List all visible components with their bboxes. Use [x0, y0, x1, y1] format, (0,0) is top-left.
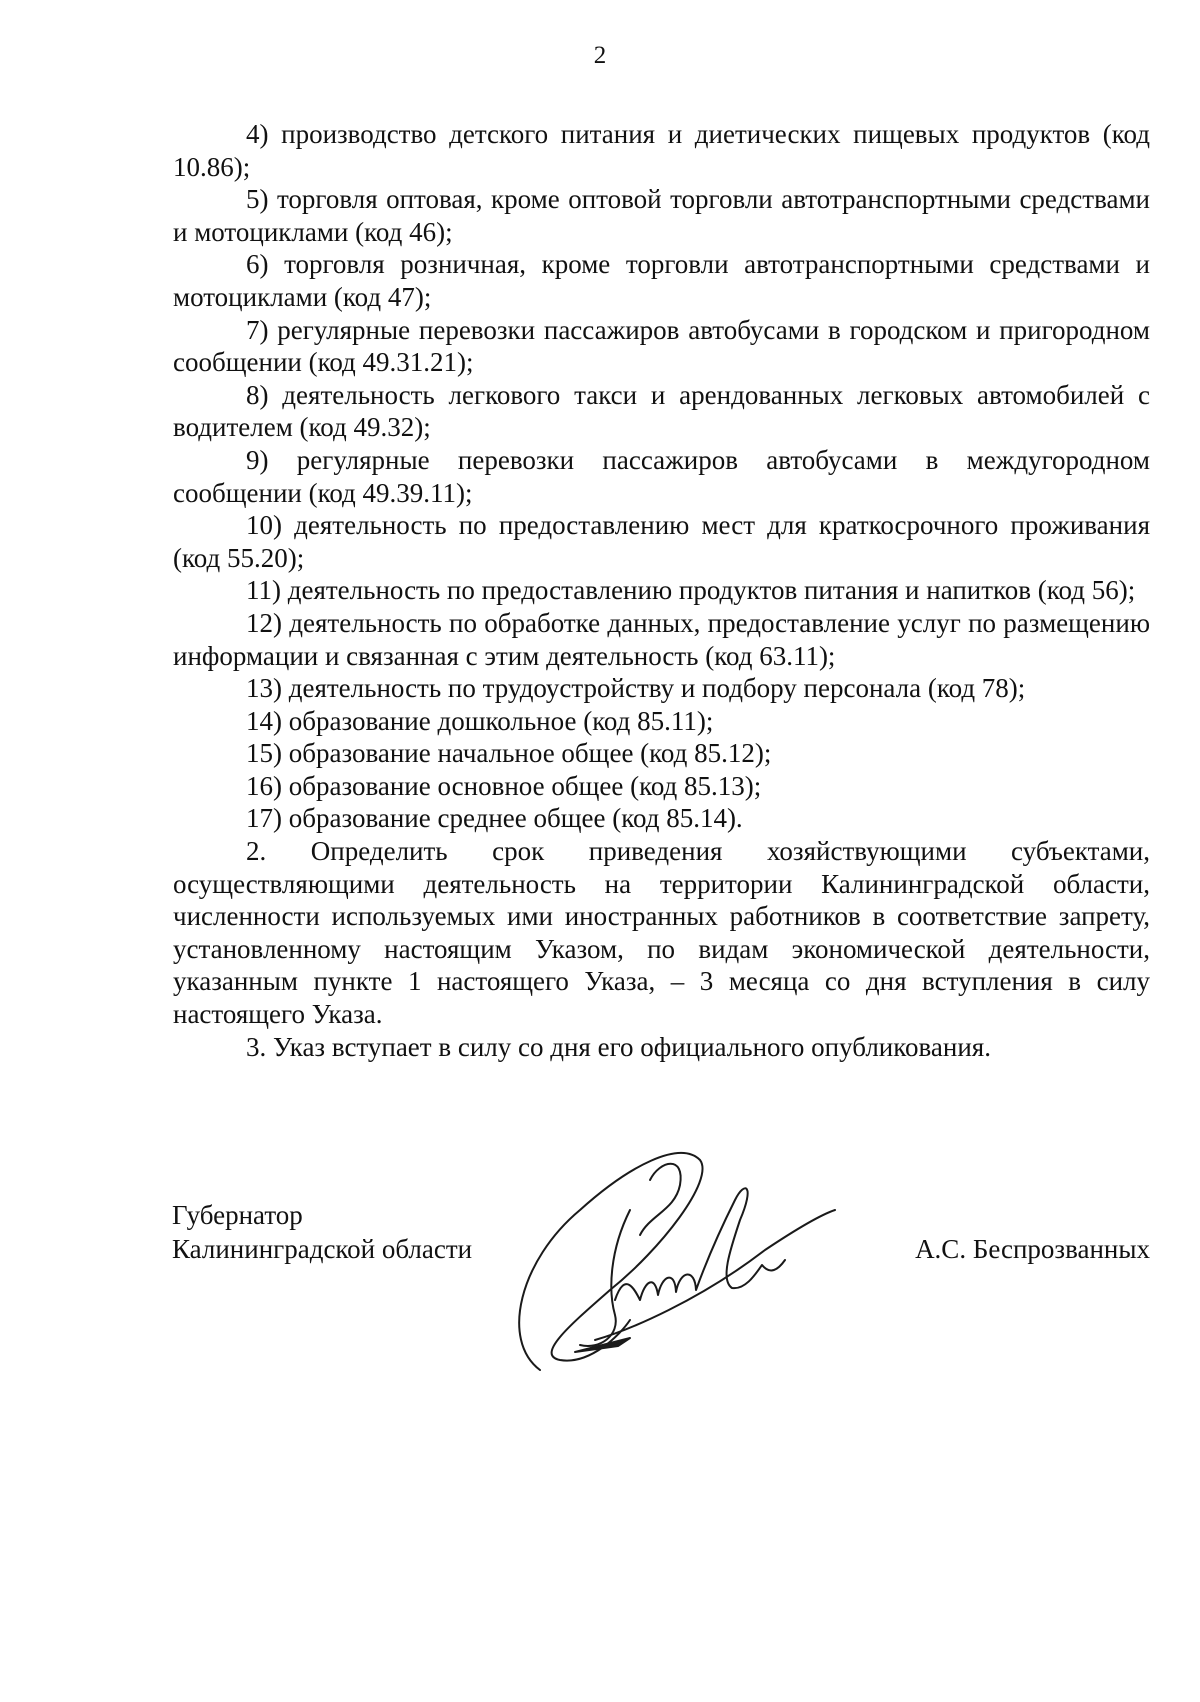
- decree-body: [173, 118, 1150, 1063]
- list-item-9: 9) регулярные перевозки пассажиров автобусами в междугородном сообщении (код 49.39.11);: [173, 444, 1150, 508]
- list-item-4: 4) производство детского питания и диетических пищевых продуктов (код 10.86);: [173, 119, 1150, 182]
- signatory-title: [172, 1198, 472, 1266]
- list-item-5: 5) торговля оптовая, кроме оптовой торговли автотранспортными средствами и мотоциклами (код 46);: [173, 184, 1150, 247]
- list-item-14: 14) образование дошкольное (код 85.11);: [246, 705, 714, 736]
- list-item-15: 15) образование начальное общее (код 85.12);: [246, 738, 772, 769]
- handwritten-signature: [500, 1140, 840, 1390]
- clause-3: 3. Указ вступает в силу со дня его официального опубликования.: [246, 1031, 991, 1062]
- signatory-title-line-1: Губернатор: [172, 1200, 303, 1230]
- signature-stroke-flourish: [595, 1210, 835, 1340]
- list-item-12: 12) деятельность по обработке данных, предоставление услуг по размещению информации и связанная с этим деятельность (код 63.11);: [173, 607, 1150, 671]
- list-item-13: 13) деятельность по трудоустройству и подбору персонала (код 78);: [246, 673, 1026, 704]
- signatory-title-line-2: Калининградской области: [172, 1234, 473, 1264]
- signature-stroke-inner-loop: [580, 1210, 630, 1346]
- list-item-7: 7) регулярные перевозки пассажиров автобусами в городском и пригородном сообщении (код 49.31.21);: [173, 314, 1150, 378]
- list-item-17: 17) образование среднее общее (код 85.14).: [246, 803, 743, 834]
- page-number: 2: [593, 42, 607, 69]
- list-item-16: 16) образование основное общее (код 85.13);: [246, 770, 762, 801]
- signature-stroke-letters: [615, 1188, 785, 1300]
- list-item-11: 11) деятельность по предоставлению продуктов питания и напитков (код 56);: [246, 575, 1136, 606]
- signatory-name: А.С. Беспрозванных: [915, 1234, 1150, 1264]
- list-item-6: 6) торговля розничная, кроме торговли автотранспортными средствами и мотоциклами (код 47);: [173, 249, 1150, 312]
- list-item-8: 8) деятельность легкового такси и арендованных легковых автомобилей с водителем (код 49.32);: [173, 379, 1150, 443]
- clause-2: 2. Определить срок приведения хозяйствующими субъектами, осуществляющими деятельность на территории Калининградской области, численности используемых ими иностранных работников в соответствие запрету, установленному настоящим Указом, по видам экономической деятельности, указанным пункте 1 настоящего Указа, – 3 месяца со дня вступления в силу настоящего Указа.: [173, 836, 1150, 1030]
- list-item-10: 10) деятельность по предоставлению мест для краткосрочного проживания (код 55.20);: [173, 510, 1150, 573]
- signature-stroke-outer-loop: [519, 1153, 702, 1370]
